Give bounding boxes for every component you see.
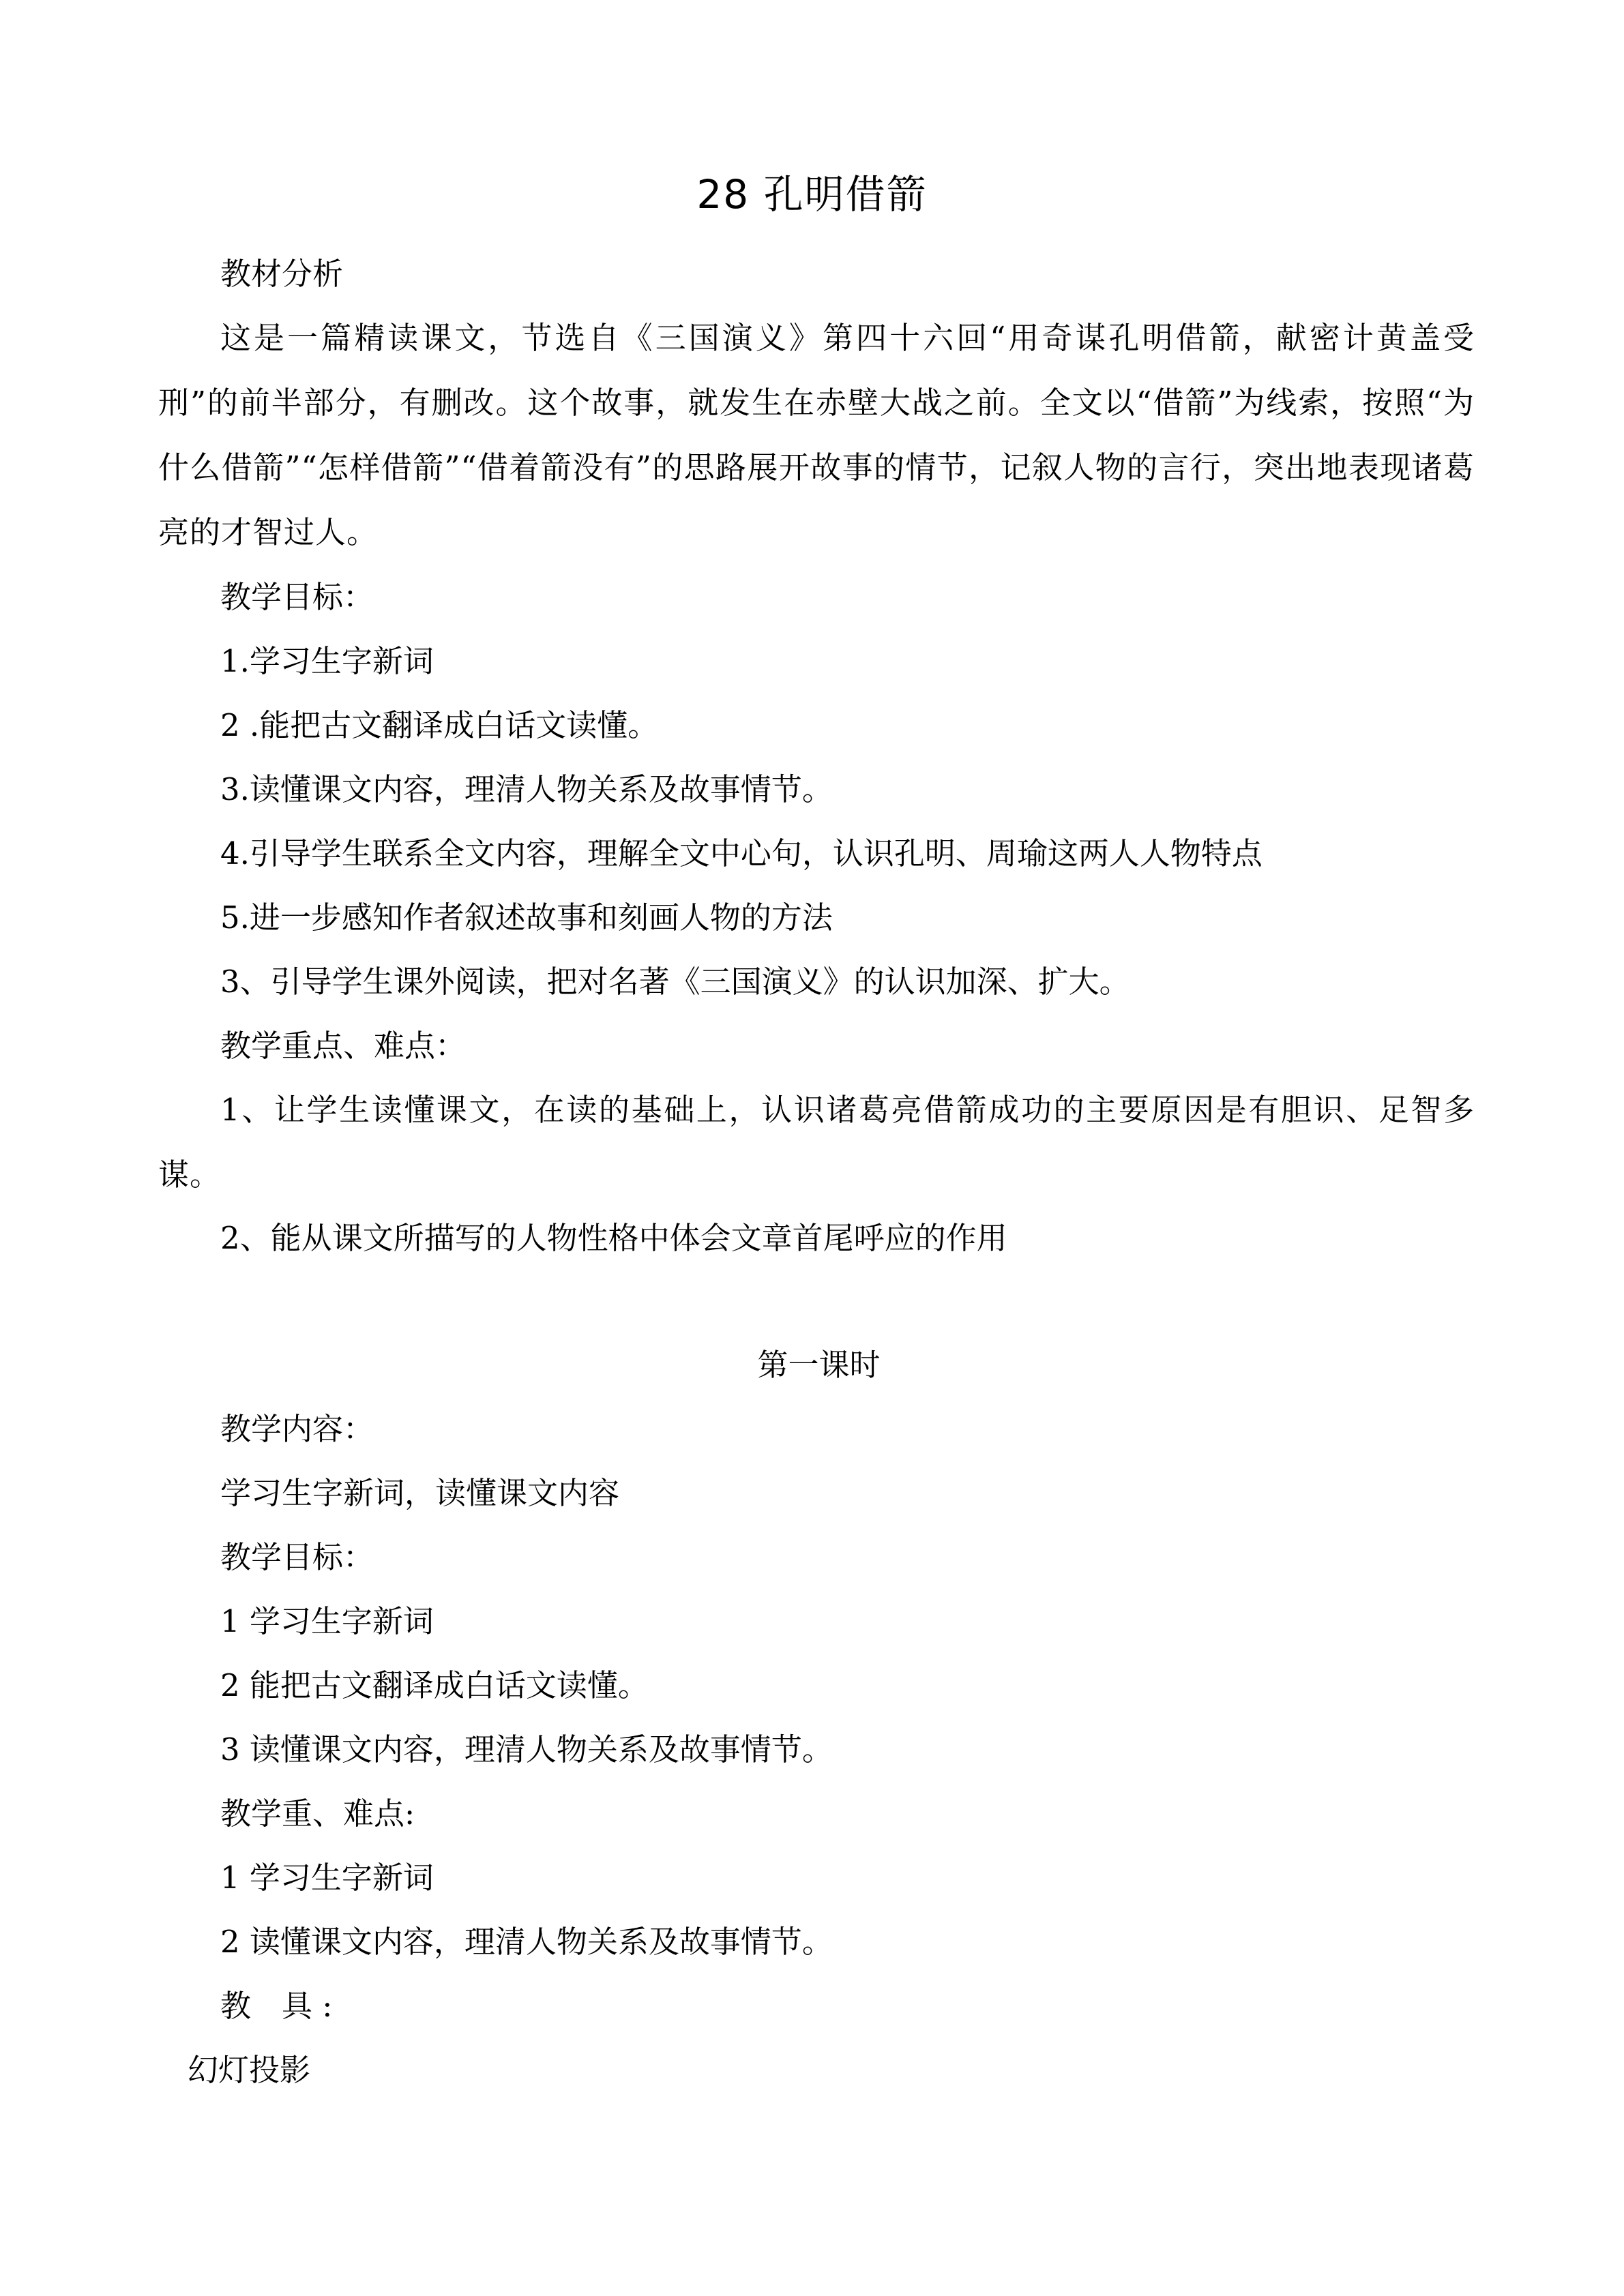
document-title: 28 孔明借箭 bbox=[696, 171, 928, 218]
goal-item-6: 3、引导学生课外阅读，把对名著《三国演义》的认识加深、扩大。 bbox=[220, 964, 1130, 1000]
goal-item-4: 4.引导学生联系全文内容，理解全文中心句，认识孔明、周瑜这两人人物特点 bbox=[220, 835, 1263, 871]
analysis-paragraph: 这是一篇精读课文，节选自《三国演义》第四十六回“用奇谋孔明借箭，献密计黄盖受刑”的前半部分，有删改。这个故事，就发生在赤壁大战之前。全文以“借箭”为线索，按照“为什么借箭”“怎样借箭”“借着箭没有”的思路展开故事的情节，记叙人物的言行，突出地表现诸葛亮的才智过人。 bbox=[158, 320, 1475, 550]
lesson-key-heading: 教学重、难点: bbox=[220, 1795, 415, 1832]
lesson-tools: 幻灯投影 bbox=[188, 2052, 311, 2088]
lesson-heading: 第一课时 bbox=[757, 1347, 881, 1383]
lesson-key-2: 2 读懂课文内容，理清人物关系及故事情节。 bbox=[220, 1924, 833, 1960]
key-point-1: 1、让学生读懂课文，在读的基础上，认识诸葛亮借箭成功的主要原因是有胆识、足智多谋。 bbox=[158, 1092, 1475, 1193]
lesson-tools-heading: 教 具 : bbox=[220, 1988, 333, 2024]
lesson-goal-3: 3 读懂课文内容，理清人物关系及故事情节。 bbox=[220, 1731, 833, 1768]
section-heading-goals: 教学目标： bbox=[220, 579, 374, 615]
goal-item-2: 2 .能把古文翻译成白话文读懂。 bbox=[220, 707, 659, 743]
goal-item-1: 1.学习生字新词 bbox=[220, 643, 434, 679]
section-heading-analysis: 教材分析 bbox=[220, 256, 344, 292]
key-point-2: 2、能从课文所描写的人物性格中体会文章首尾呼应的作用 bbox=[220, 1220, 1007, 1256]
section-heading-key-points: 教学重点、难点： bbox=[220, 1028, 467, 1064]
goal-item-5: 5.进一步感知作者叙述故事和刻画人物的方法 bbox=[220, 899, 833, 936]
lesson-key-1: 1 学习生字新词 bbox=[220, 1860, 434, 1896]
lesson-goal-2: 2 能把古文翻译成白话文读懂。 bbox=[220, 1667, 649, 1703]
lesson-goal-1: 1 学习生字新词 bbox=[220, 1603, 434, 1639]
lesson-content-heading: 教学内容： bbox=[220, 1411, 374, 1447]
lesson-goals-heading: 教学目标： bbox=[220, 1539, 374, 1575]
goal-item-3: 3.读懂课文内容，理清人物关系及故事情节。 bbox=[220, 771, 833, 807]
lesson-content: 学习生字新词，读懂课文内容 bbox=[220, 1475, 620, 1511]
